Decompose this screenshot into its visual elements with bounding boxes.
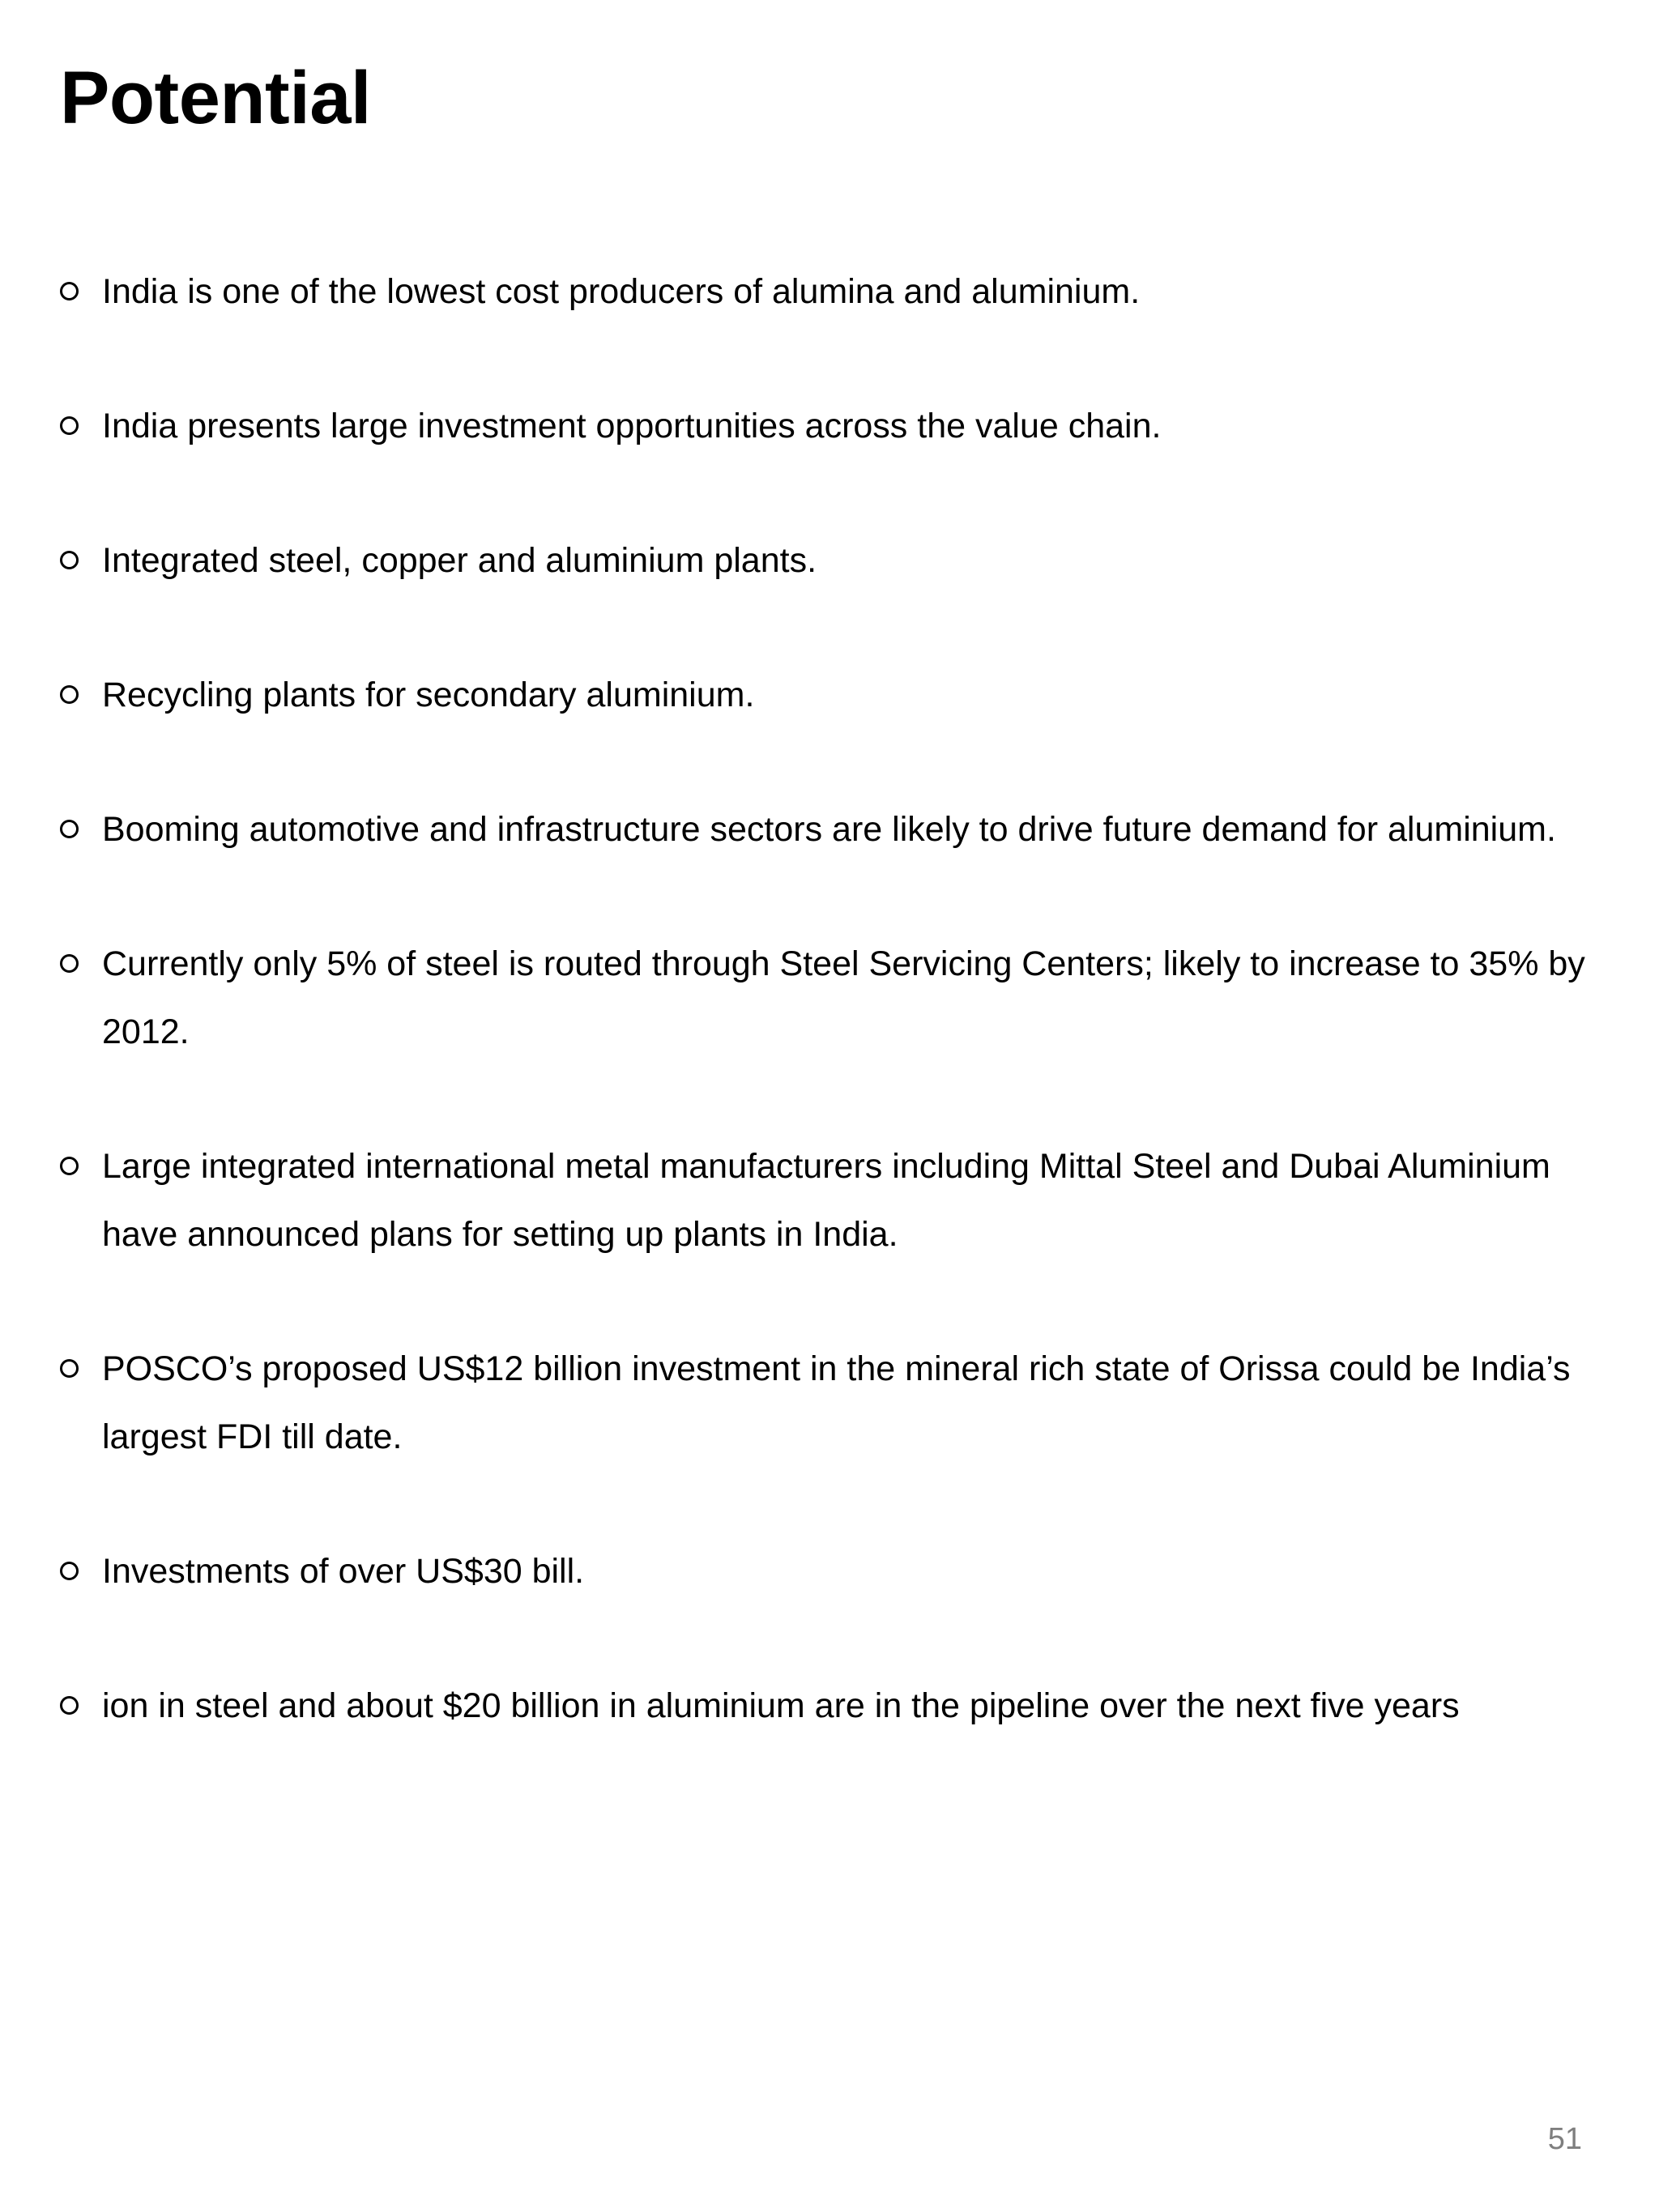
- list-item: [60, 1132, 1599, 1268]
- list-item: [60, 1537, 1599, 1605]
- list-item: [60, 661, 1599, 729]
- hollow-circle-bullet-icon: [60, 954, 79, 973]
- list-item: [60, 930, 1599, 1066]
- hollow-circle-bullet-icon: [60, 416, 79, 435]
- list-item: [60, 795, 1599, 863]
- list-item-text: POSCO’s proposed US$12 billion investment in the mineral rich state of Orissa could be India’s largest FDI till date.: [102, 1349, 1571, 1456]
- list-item-text: Booming automotive and infrastructure sectors are likely to drive future demand for aluminium.: [102, 810, 1556, 849]
- page-number: 51: [1547, 2122, 1582, 2156]
- bullet-list: [60, 258, 1599, 1806]
- hollow-circle-bullet-icon: [60, 282, 79, 300]
- hollow-circle-bullet-icon: [60, 820, 79, 838]
- page-title: Potential: [60, 57, 371, 139]
- list-item-text: India presents large investment opportunities across the value chain.: [102, 407, 1162, 445]
- list-item: [60, 258, 1599, 326]
- list-item-text: Recycling plants for secondary aluminium.: [102, 676, 755, 714]
- hollow-circle-bullet-icon: [60, 1562, 79, 1580]
- hollow-circle-bullet-icon: [60, 551, 79, 569]
- list-item-text: Large integrated international metal manufacturers including Mittal Steel and Dubai Aluminium have announced plans for setting up plants in India.: [102, 1147, 1550, 1254]
- hollow-circle-bullet-icon: [60, 1359, 79, 1378]
- hollow-circle-bullet-icon: [60, 1696, 79, 1715]
- list-item-text: India is one of the lowest cost producers of alumina and aluminium.: [102, 272, 1141, 311]
- list-item-text: Currently only 5% of steel is routed through Steel Servicing Centers; likely to increase to 35% by 2012.: [102, 944, 1585, 1051]
- list-item-text: Investments of over US$30 bill.: [102, 1552, 585, 1591]
- list-item-text: Integrated steel, copper and aluminium plants.: [102, 541, 817, 580]
- list-item: [60, 1335, 1599, 1471]
- list-item: [60, 526, 1599, 595]
- hollow-circle-bullet-icon: [60, 685, 79, 704]
- list-item-text: ion in steel and about $20 billion in aluminium are in the pipeline over the next five years: [102, 1686, 1460, 1725]
- list-item: [60, 392, 1599, 460]
- hollow-circle-bullet-icon: [60, 1157, 79, 1175]
- list-item: [60, 1672, 1599, 1740]
